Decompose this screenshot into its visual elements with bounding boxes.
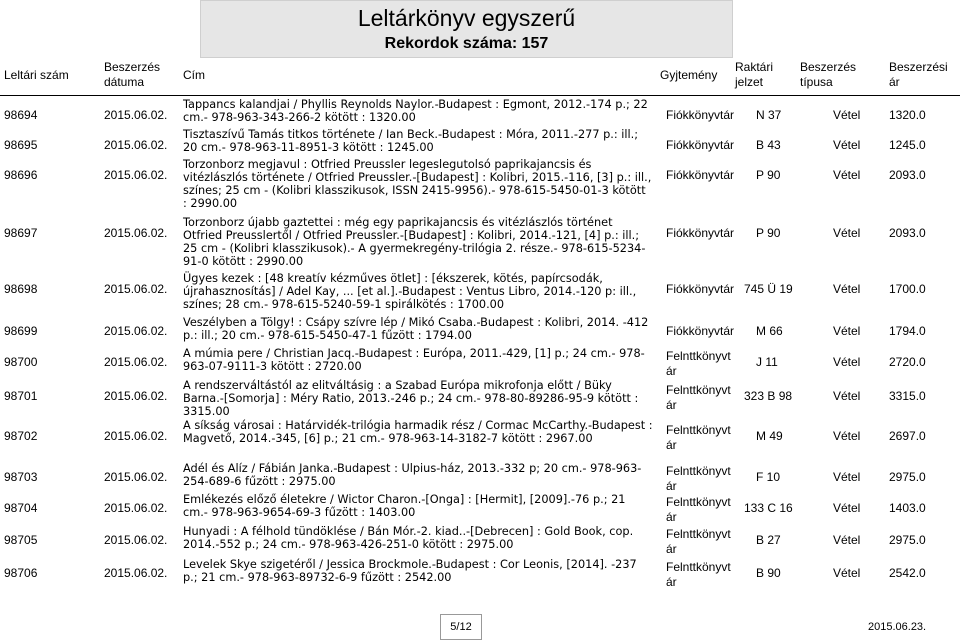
book-description: Tappancs kalandjai / Phyllis Reynolds Naylor.-Budapest : Egmont, 2012.-174 p.; 22 cm.- 978-963-343-266-2 kötött : 1320.00 bbox=[183, 98, 648, 124]
collection-name: Fiókkönyvtár bbox=[666, 168, 735, 182]
acquisition-price: 1245.0 bbox=[889, 138, 926, 152]
collection-name: Felnttkönyvt ár bbox=[666, 349, 731, 378]
acquisition-type: Vétel bbox=[833, 566, 861, 580]
book-description: Levelek Skye szigetéről / Jessica Brockmole.-Budapest : Cor Leonis, [2014]. -237 p.; 21 cm.- 978-963-89732-6-9 fűzött : 2542.00 bbox=[183, 558, 637, 584]
book-description: Tisztaszívű Tamás titkos története / Ian Beck.-Budapest : Móra, 2011.-277 p.: ill.; 20 cm.- 978-963-11-8951-3 kötött : 1245.00 bbox=[183, 128, 639, 154]
collection-name: Felnttkönyvt ár bbox=[666, 560, 731, 589]
report-title: Leltárkönyv egyszerű bbox=[357, 5, 576, 31]
shelf-location: F 10 bbox=[756, 470, 781, 484]
acquisition-date: 2015.06.02. bbox=[104, 168, 168, 182]
collection-name: Fiókkönyvtár bbox=[666, 282, 735, 296]
acquisition-date: 2015.06.02. bbox=[104, 533, 168, 547]
acquisition-type: Vétel bbox=[833, 470, 861, 484]
collection-name: Fiókkönyvtár bbox=[666, 324, 735, 338]
record-id: 98704 bbox=[4, 501, 38, 515]
record-id: 98705 bbox=[4, 533, 38, 547]
collection-name: Fiókkönyvtár bbox=[666, 138, 735, 152]
acquisition-date: 2015.06.02. bbox=[104, 108, 168, 122]
acquisition-price: 2975.0 bbox=[889, 533, 926, 547]
book-description: Hunyadi : A félhold tündöklése / Bán Mór.-2. kiad..-[Debrecen] : Gold Book, cop. 2014.-552 p.; 24 cm.- 978-963-426-251-0 kötött : 2975.00 bbox=[183, 525, 634, 551]
book-description: Adél és Alíz / Fábián Janka.-Budapest : Ulpius-ház, 2013.-332 p; 20 cm.- 978-963-254-689-6 fűzött : 2975.00 bbox=[183, 462, 642, 488]
acquisition-date: 2015.06.02. bbox=[104, 324, 168, 338]
acquisition-type: Vétel bbox=[833, 501, 861, 515]
header-divider bbox=[0, 95, 960, 96]
acquisition-date: 2015.06.02. bbox=[104, 282, 168, 296]
acquisition-price: 2093.0 bbox=[889, 168, 926, 182]
book-description: Torzonborz megjavul : Otfried Preussler legeslegutolsó paprikajancsis és vitézlászlós története / Otfried Preussler.-[Budapest] : Kolibri, 2015.-116, [3] p.: ill., színes; 25 cm - (Kolibri klasszikusok, ISSN 2415-9956).- 978-615-5450-01-3 kötött : 2990.00 bbox=[183, 158, 652, 210]
book-description: Veszélyben a Tölgy! : Csápy szívre lép / Mikó Csaba.-Budapest : Kolibri, 2014. -412 p.: ill.; 20 cm.- 978-615-5450-47-1 fűzött : 1794.00 bbox=[183, 316, 649, 342]
acquisition-price: 2697.0 bbox=[889, 429, 926, 443]
book-description: A rendszerváltástól az elitváltásig : a Szabad Európa mikrofonja előtt / Büky Barna.-[Somorja] : Méry Ratio, 2013.-246 p.; 24 cm.- 978-80-89286-95-9 kötött : 3315.00 bbox=[183, 379, 639, 418]
acquisition-date: 2015.06.02. bbox=[104, 429, 168, 443]
acquisition-type: Vétel bbox=[833, 429, 861, 443]
col-header-location: Raktári jelzet bbox=[735, 60, 774, 89]
collection-name: Felnttkönyvt ár bbox=[666, 464, 731, 493]
record-id: 98703 bbox=[4, 470, 38, 484]
acquisition-date: 2015.06.02. bbox=[104, 355, 168, 369]
acquisition-type: Vétel bbox=[833, 533, 861, 547]
shelf-location: P 90 bbox=[756, 168, 781, 182]
acquisition-price: 1794.0 bbox=[889, 324, 926, 338]
collection-name: Fiókkönyvtár bbox=[666, 108, 735, 122]
shelf-location: N 37 bbox=[756, 108, 782, 122]
acquisition-type: Vétel bbox=[833, 355, 861, 369]
collection-name: Fiókkönyvtár bbox=[666, 226, 735, 240]
acquisition-date: 2015.06.02. bbox=[104, 226, 168, 240]
record-id: 98697 bbox=[4, 226, 38, 240]
acquisition-date: 2015.06.02. bbox=[104, 470, 168, 484]
acquisition-type: Vétel bbox=[833, 168, 861, 182]
shelf-location: B 27 bbox=[756, 533, 781, 547]
shelf-location: M 49 bbox=[756, 429, 783, 443]
acquisition-type: Vétel bbox=[833, 324, 861, 338]
col-header-date: Beszerzés dátuma bbox=[104, 60, 161, 89]
col-header-id: Leltári szám bbox=[4, 68, 69, 82]
shelf-location: P 90 bbox=[756, 226, 781, 240]
acquisition-price: 1320.0 bbox=[889, 108, 926, 122]
shelf-location: B 90 bbox=[756, 566, 781, 580]
record-id: 98698 bbox=[4, 282, 38, 296]
record-id: 98694 bbox=[4, 108, 38, 122]
print-date: 2015.06.23. bbox=[868, 621, 927, 633]
collection-name: Felnttkönyvt ár bbox=[666, 423, 731, 452]
record-count: Rekordok száma: 157 bbox=[384, 35, 549, 52]
collection-name: Felnttkönyvt ár bbox=[666, 383, 731, 412]
record-id: 98706 bbox=[4, 566, 38, 580]
acquisition-type: Vétel bbox=[833, 282, 861, 296]
acquisition-date: 2015.06.02. bbox=[104, 566, 168, 580]
acquisition-date: 2015.06.02. bbox=[104, 501, 168, 515]
shelf-location: 745 Ü 19 bbox=[744, 282, 793, 296]
report-header bbox=[0, 0, 960, 96]
record-id: 98701 bbox=[4, 389, 38, 403]
record-id: 98699 bbox=[4, 324, 38, 338]
record-id: 98696 bbox=[4, 168, 38, 182]
collection-name: Felnttkönyvt ár bbox=[666, 495, 731, 524]
acquisition-price: 1700.0 bbox=[889, 282, 926, 296]
acquisition-price: 2720.0 bbox=[889, 355, 926, 369]
collection-name: Felnttkönyvt ár bbox=[666, 527, 731, 556]
shelf-location: B 43 bbox=[756, 138, 781, 152]
book-description: A síkság városai : Határvidék-trilógia harmadik rész / Cormac McCarthy.-Budapest : Magvető, 2014.-345, [6] p.; 21 cm.- 978-963-14-3182-7 kötött : 2967.00 bbox=[183, 419, 653, 445]
page-footer bbox=[0, 612, 960, 644]
acquisition-price: 3315.0 bbox=[889, 389, 926, 403]
col-header-collection: Gyjtemény bbox=[660, 68, 718, 82]
book-description: Emlékezés előző életekre / Wictor Charon.-[Onga] : [Hermit], [2009].-76 p.; 21 cm.- 978-963-9654-69-3 fűzött : 1403.00 bbox=[183, 493, 626, 519]
shelf-location: 133 C 16 bbox=[744, 501, 793, 515]
book-description: Ügyes kezek : [48 kreatív kézműves ötlet] : [ékszerek, kötés, papírcsodák, újrahasznosítás] / Adel Kay, ... [et al.].-Budapest : Ventus Libro, 2014.-120 p: ill., színes; 28 cm.- 978-615-5240-59-1 spirálkötés : 1700.00 bbox=[183, 272, 637, 311]
acquisition-type: Vétel bbox=[833, 138, 861, 152]
book-description: Torzonborz újabb gaztettei : még egy paprikajancsis és vitézlászlós történet Otfried Preusslertől / Otfried Preussler.-[Budapest] : Kolibri, 2014.-121, [4] p.: ill.; 25 cm - (Kolibri klasszikusok).- A gyermekregény-trilógia 2. része.- 978-615-5234-91-0 kötött : 2990.00 bbox=[183, 216, 646, 268]
book-description: A múmia pere / Christian Jacq.-Budapest : Európa, 2011.-429, [1] p.; 24 cm.- 978-963-07-9111-3 kötött : 2720.00 bbox=[183, 347, 645, 373]
acquisition-price: 2975.0 bbox=[889, 470, 926, 484]
acquisition-price: 2542.0 bbox=[889, 566, 926, 580]
acquisition-type: Vétel bbox=[833, 108, 861, 122]
acquisition-price: 2093.0 bbox=[889, 226, 926, 240]
shelf-location: J 11 bbox=[756, 355, 778, 369]
record-id: 98700 bbox=[4, 355, 38, 369]
acquisition-price: 1403.0 bbox=[889, 501, 926, 515]
acquisition-date: 2015.06.02. bbox=[104, 138, 168, 152]
col-header-acq: Beszerzés típusa bbox=[800, 60, 857, 89]
col-header-title: Cím bbox=[183, 68, 205, 82]
acquisition-type: Vétel bbox=[833, 389, 861, 403]
acquisition-type: Vétel bbox=[833, 226, 861, 240]
record-id: 98695 bbox=[4, 138, 38, 152]
record-id: 98702 bbox=[4, 429, 38, 443]
col-header-price: Beszerzési ár bbox=[889, 60, 948, 89]
page-number: 5/12 bbox=[440, 614, 482, 640]
title-box bbox=[200, 0, 733, 58]
shelf-location: M 66 bbox=[756, 324, 783, 338]
acquisition-date: 2015.06.02. bbox=[104, 389, 168, 403]
shelf-location: 323 B 98 bbox=[744, 389, 793, 403]
